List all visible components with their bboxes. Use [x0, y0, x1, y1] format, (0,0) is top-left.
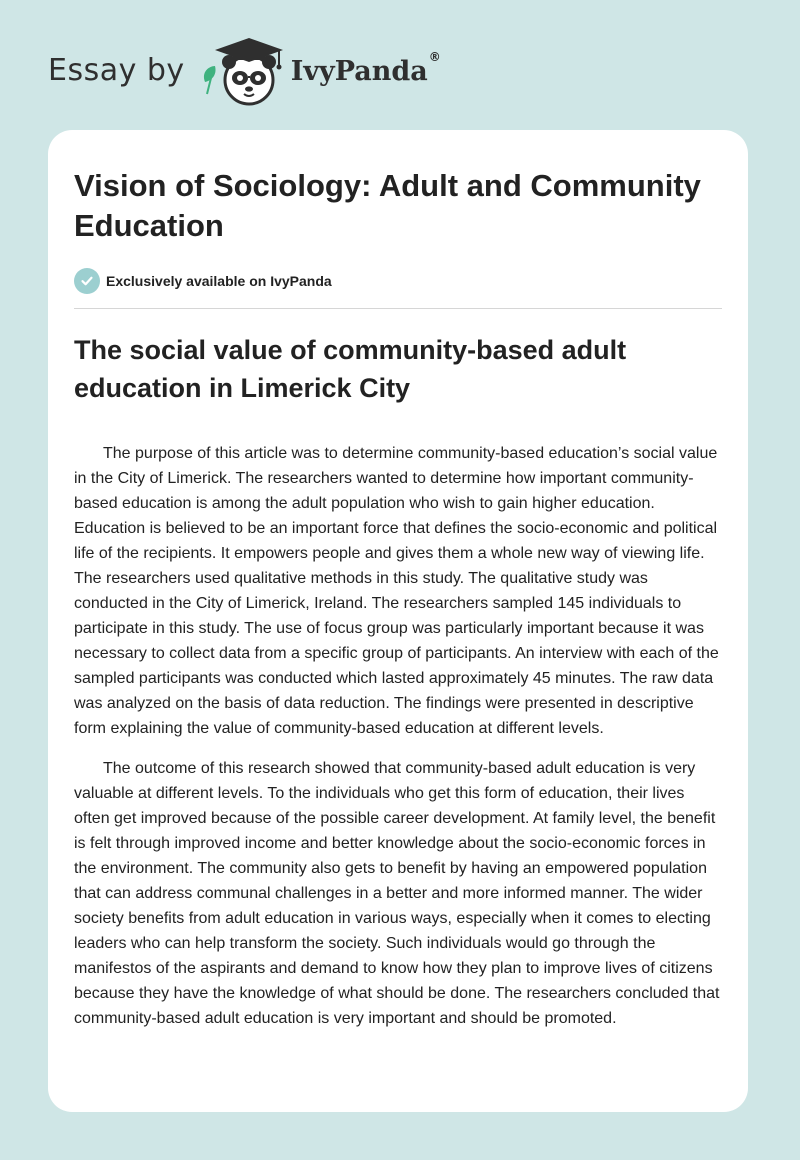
- brand-prefix: Essay by: [48, 52, 185, 88]
- paragraph: The purpose of this article was to determine community-based education’s social value in the City of Limerick. The researchers wanted to determine how important community-based education is among the adult population who wish to gain higher education. Education is believed to be an important force that defines the socio-economic and political life of the recipients. It empowers people and gives them a whole new way of viewing life. The researchers used qualitative methods in this study. The qualitative study was conducted in the City of Limerick, Ireland. The researchers sampled 145 individuals to participate in this study. The use of focus group was particularly important because it was necessary to collect data from a specific group of participants. An interview with each of the sampled participants was conducted which lasted approximately 45 minutes. The raw data was analyzed on the basis of data reduction. The findings were presented in descriptive form explaining the value of community-based education at different levels.: [74, 445, 719, 737]
- section-heading: The social value of community-based adult education in Limerick City: [74, 335, 627, 403]
- brand-name: [290, 49, 441, 87]
- brand-header: [48, 36, 441, 108]
- brand-name-text: IvyPanda: [290, 55, 428, 87]
- brand-registered-mark: ®: [428, 49, 441, 64]
- paragraph: The outcome of this research showed that community-based adult education is very valuable at different levels. To the individuals who get this form of education, their lives often get improved because of the possible career development. At family level, the benefit is felt through improved income and better knowledge about the socio-economic forces in the environment. The community also gets to benefit by having an empowered population that can address communal challenges in a better and more informed manner. The wider society benefits from adult education in various ways, especially when it comes to electing leaders who can help transform the society. Such individuals would go through the manifestos of the aspirants and demand to know how they plan to improve lives of citizens because they have the knowledge of what should be done. The researchers concluded that community-based adult education is very important and should be promoted.: [74, 760, 720, 1027]
- exclusive-badge: [74, 268, 722, 294]
- check-circle-icon: [74, 268, 100, 294]
- article-card: [48, 130, 748, 1112]
- page-title: Vision of Sociology: Adult and Community Education: [74, 168, 701, 243]
- panda-graduate-icon: [199, 36, 287, 108]
- divider: [74, 308, 722, 309]
- exclusive-text: Exclusively available on IvyPanda: [106, 273, 332, 289]
